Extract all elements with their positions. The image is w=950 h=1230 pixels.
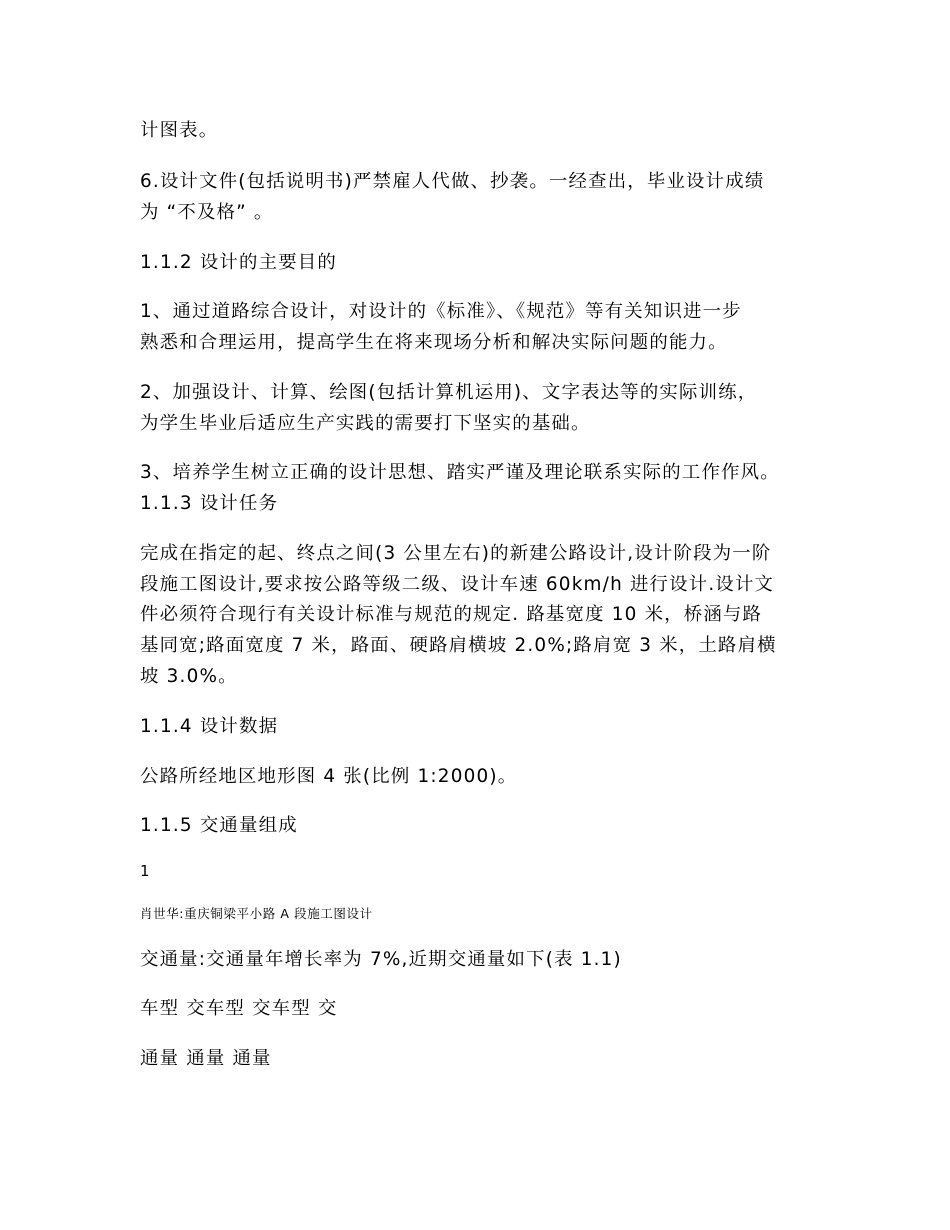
text-line: 件必须符合现行有关设计标准与规范的规定. 路基宽度 10 米，桥涵与路	[140, 604, 763, 625]
text-line: 为 “不及格” 。	[140, 202, 274, 223]
text-line: 3、培养学生树立正确的设计思想、踏实严谨及理论联系实际的工作作风。	[140, 462, 780, 483]
section-heading: 1.1.2 设计的主要目的	[140, 252, 337, 273]
section-heading: 1.1.5 交通量组成	[140, 815, 298, 836]
text-line: 为学生毕业后适应生产实践的需要打下坚实的基础。	[140, 413, 591, 434]
section-heading: 1.1.4 设计数据	[140, 716, 279, 737]
text-line: 完成在指定的起、终点之间(3 公里左右)的新建公路设计,设计阶段为一阶	[140, 543, 772, 564]
text-line: 计图表。	[140, 120, 219, 141]
text-line: 公路所经地区地形图 4 张(比例 1:2000)。	[140, 766, 518, 787]
section-heading: 1.1.3 设计任务	[140, 493, 279, 514]
text-line: 坡 3.0%。	[140, 666, 238, 687]
table-header-line: 通量 通量 通量	[140, 1048, 272, 1069]
page-number: 1	[140, 862, 151, 880]
text-line: 6.设计文件(包括说明书)严禁雇人代做、抄袭。一经查出，毕业设计成绩	[140, 171, 765, 192]
table-header-line: 车型 交车型 交车型 交	[140, 998, 338, 1019]
text-line: 1、通过道路综合设计，对设计的《标准》、《规范》等有关知识进一步	[140, 301, 742, 322]
text-line: 段施工图设计,要求按公路等级二级、设计车速 60km/h 进行设计.设计文	[140, 574, 775, 595]
text-line: 熟悉和合理运用，提高学生在将来现场分析和解决实际问题的能力。	[140, 332, 728, 353]
text-line: 交通量:交通量年增长率为 7%,近期交通量如下(表 1.1)	[140, 949, 622, 970]
text-line: 基同宽;路面宽度 7 米，路面、硬路肩横坡 2.0%;路肩宽 3 米，土路肩横	[140, 635, 777, 656]
text-line: 2、加强设计、计算、绘图(包括计算机运用)、文字表达等的实际训练，	[140, 382, 758, 403]
running-header: 肖世华:重庆铜梁平小路 A 段施工图设计	[140, 906, 373, 921]
